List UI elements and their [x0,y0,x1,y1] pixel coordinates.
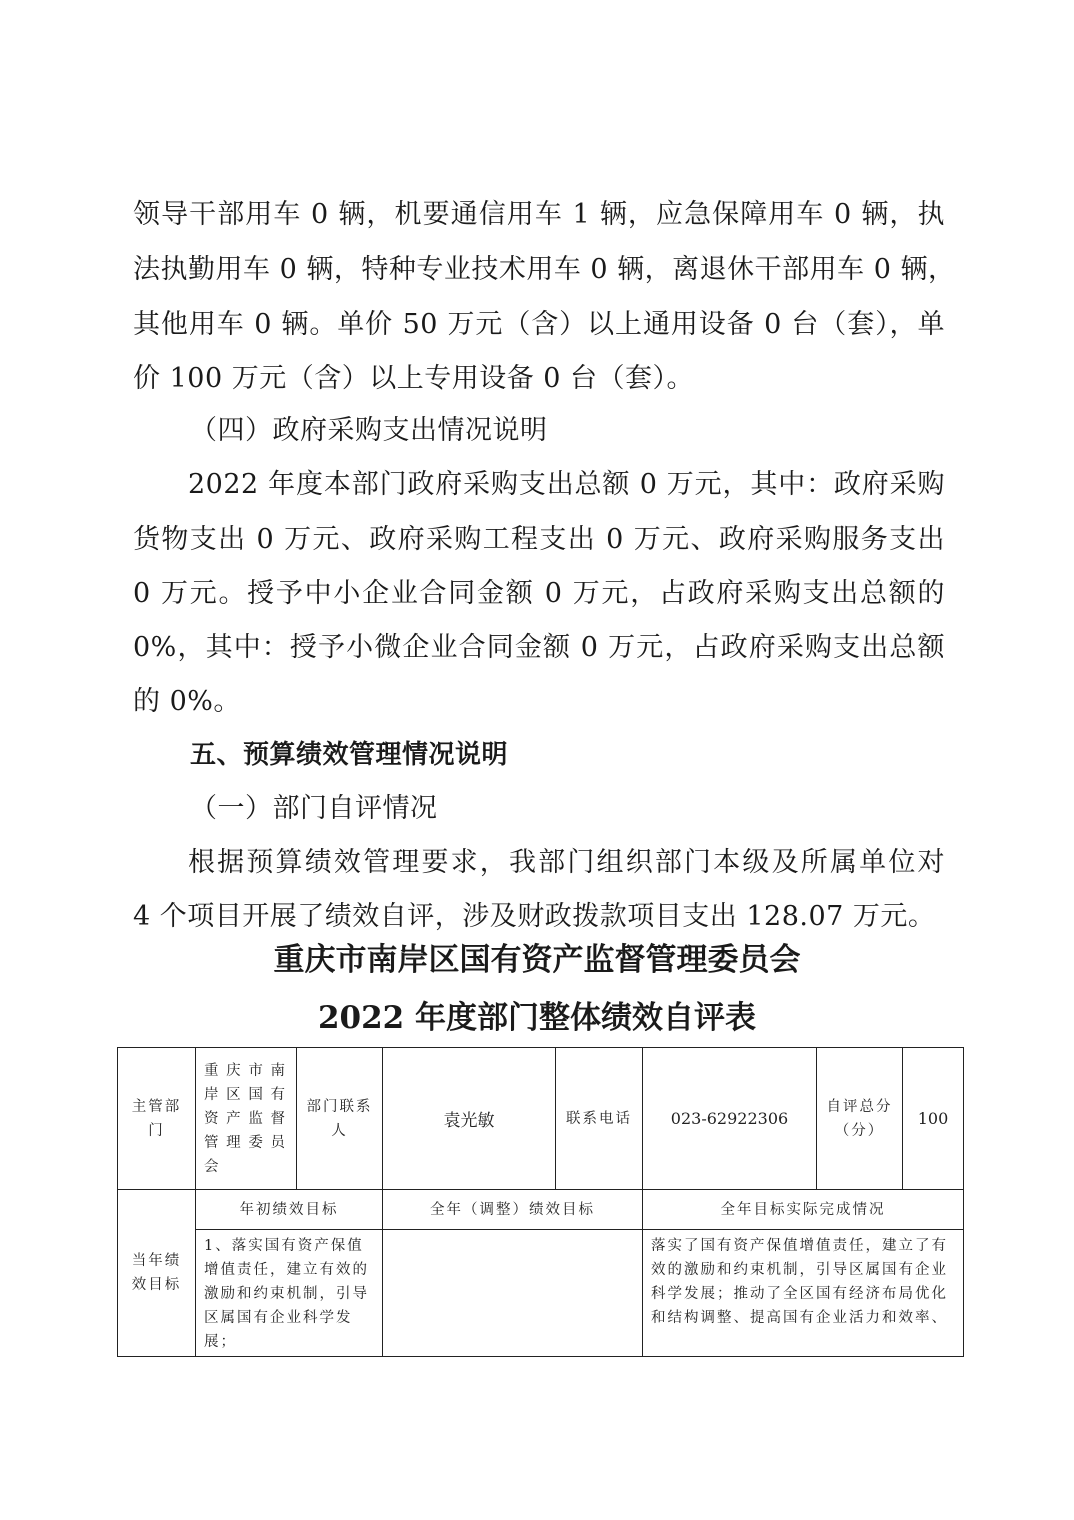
body-line-5: 2022 年度本部门政府采购支出总额 0 万元，其中：政府采购 [188,469,945,500]
actual-1-text: 落实了国有资产保值增值责任，建立了有效的激励和约束机制，引导区属国有企业科学发展；推动了全区国有经济布局优化和结构调整、提高国有企业活力和效率、 [651,1238,948,1326]
dept-label-cell: 主管部门 [118,1048,196,1190]
table-row-goal-1 [118,1230,964,1357]
heading-section-5: 五、预算绩效管理情况说明 [190,740,509,770]
initial-goal-1-cell [196,1230,383,1357]
table-title-line-1: 重庆市南岸区国有资产监督管理委员会 [273,942,801,978]
col-initial-goal-header: 年初绩效目标 [196,1190,383,1230]
score-label-cell: 自评总分（分） [817,1048,903,1190]
table-title-line-2: 2022 年度部门整体绩效自评表 [317,1000,757,1036]
phone-label-cell: 联系电话 [556,1048,643,1190]
body-line-8: 0%，其中：授予小微企业合同金额 0 万元，占政府采购支出总额 [133,632,945,663]
evaluation-table [117,1047,964,1357]
body-line-2: 法执勤用车 0 辆，特种专业技术用车 0 辆，离退休干部用车 0 辆， [133,254,956,285]
adjusted-goal-1-cell [383,1230,643,1357]
body-line-3: 其他用车 0 辆。单价 50 万元（含）以上通用设备 0 台（套），单 [133,309,945,340]
dept-value-cell: 重庆市南岸区国有资产监督管理委员会 [196,1048,297,1190]
body-line-4: 价 100 万元（含）以上专用设备 0 台（套）。 [133,363,695,394]
goals-label-cell: 当年绩效目标 [118,1190,196,1357]
initial-goal-1-text: 1、落实国有资产保值增值责任，建立有效的激励和约束机制，引导区属国有企业科学发展； [204,1238,369,1350]
heading-self-evaluation: （一）部门自评情况 [190,793,438,824]
col-actual-header: 全年目标实际完成情况 [643,1190,964,1230]
body-line-7: 0 万元。授予中小企业合同金额 0 万元，占政府采购支出总额的 [133,578,945,609]
contact-label-cell: 部门联系人 [297,1048,383,1190]
table-row-goal-headers [118,1190,964,1230]
body-line-11: 4 个项目开展了绩效自评，涉及财政拨款项目支出 128.07 万元。 [133,901,936,932]
body-line-6: 货物支出 0 万元、政府采购工程支出 0 万元、政府采购服务支出 [133,524,945,555]
table-row-header-info [118,1048,964,1190]
body-line-9: 的 0%。 [133,686,241,717]
actual-1-cell [643,1230,964,1357]
contact-value-cell: 袁光敏 [383,1048,556,1190]
phone-value-cell: 023-62922306 [643,1048,817,1190]
col-adjusted-goal-header: 全年（调整）绩效目标 [383,1190,643,1230]
body-line-10: 根据预算绩效管理要求，我部门组织部门本级及所属单位对 [188,847,945,878]
score-value-cell: 100 [903,1048,964,1190]
heading-procurement: （四）政府采购支出情况说明 [190,415,548,446]
body-line-1: 领导干部用车 0 辆，机要通信用车 1 辆，应急保障用车 0 辆，执 [133,199,945,230]
